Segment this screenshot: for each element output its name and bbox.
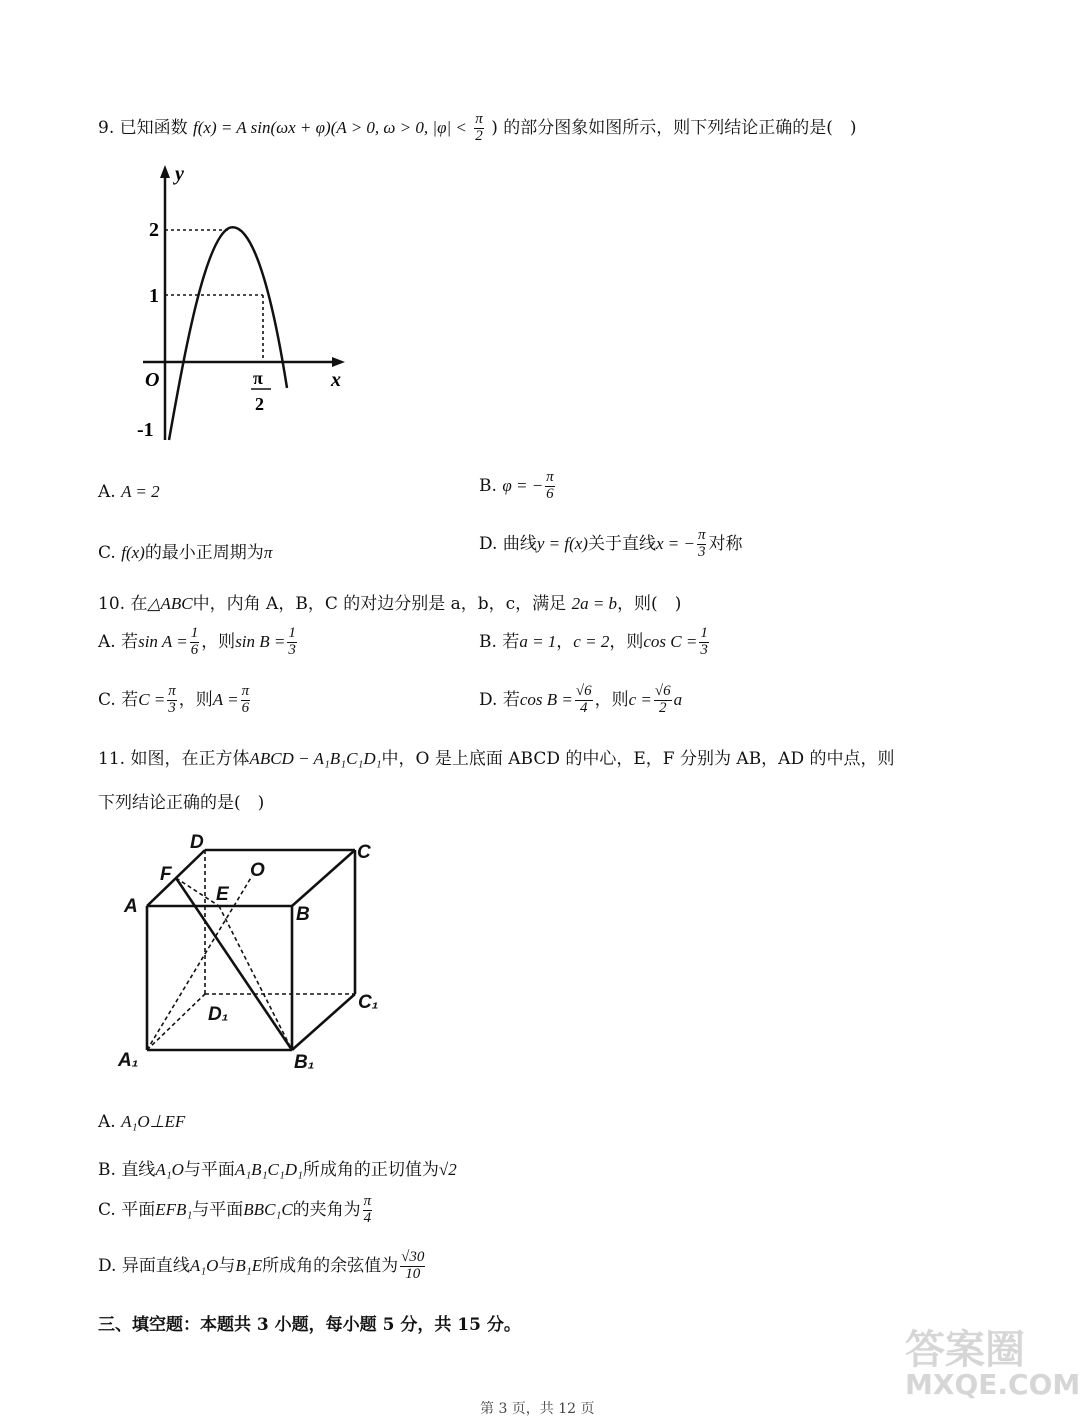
label-O: O <box>250 860 265 881</box>
q9-option-c[interactable]: C. f(x)的最小正周期为π <box>98 543 273 563</box>
q11-option-c[interactable]: C. 平面EFB₁与平面BBC₁C的夹角为 $\frac{\pi}{4}$ <box>98 1193 372 1226</box>
tick-1: 1 <box>149 285 159 307</box>
edge-BC <box>292 850 355 906</box>
watermark-logo: 答案圈 <box>905 1327 1025 1373</box>
q9-stem: 9. 已知函数 f(x) = A sin(ωx + φ)(A > 0, ω > 0, |φ| < $\frac{\pi}{2}$ ) 的部分图象如图所示，则下列结论正确的是( ) <box>98 111 857 144</box>
section-3-heading: 三、填空题：本题共 3 小题，每小题 5 分，共 15 分。 <box>98 1315 521 1335</box>
q11-option-b[interactable]: B. 直线A₁O与平面A₁B₁C₁D₁所成角的正切值为√2 <box>98 1160 457 1180</box>
edge-A1D1-hidden <box>147 994 205 1050</box>
page-footer: 第 3 页，共 12 页 <box>480 1401 595 1417</box>
q10-option-b[interactable]: B. 若a = 1，c = 2，则cos C = $\frac{1}{3}$ <box>479 625 708 658</box>
q10-option-c[interactable]: C. 若C = $\frac{\pi}{3}$ ，则A = $\frac{\pi}{6}$ <box>98 683 250 716</box>
label-F: F <box>160 864 172 885</box>
origin-label: O <box>145 369 160 391</box>
label-D1: D₁ <box>208 1004 229 1025</box>
q11-cube-figure <box>110 828 390 1078</box>
q9-option-a[interactable]: A. A = 2 <box>98 482 160 502</box>
q9-number: 9. <box>98 117 115 138</box>
y-axis-arrow <box>160 165 170 178</box>
label-B1: B₁ <box>294 1052 315 1073</box>
label-D: D <box>190 832 204 853</box>
tick-minus-1: -1 <box>137 419 154 441</box>
q10-number: 10. <box>98 594 126 614</box>
q10-option-a[interactable]: A. 若sin A = $\frac{1}{6}$ ，则sin B = $\frac{1}{3}$ <box>98 625 296 658</box>
label-C: C <box>357 842 371 863</box>
label-E: E <box>216 884 229 905</box>
q9-sine-graph <box>125 160 365 460</box>
label-A: A <box>124 896 138 917</box>
q11-option-d[interactable]: D. 异面直线A₁O与B₁E所成角的余弦值为 $\frac{√30}{10}$ <box>98 1249 425 1282</box>
tick-pi-den: 2 <box>255 394 264 414</box>
segment-FB1 <box>176 878 292 1050</box>
edge-B1C1 <box>292 994 355 1050</box>
q11-number: 11. <box>98 749 126 769</box>
tick-pi-num: π <box>253 368 263 388</box>
label-A1: A₁ <box>118 1050 139 1071</box>
q9-phi-bound: $\frac{\pi}{2}$ <box>475 111 483 144</box>
q10-stem: 10. 在△ABC中，内角 A，B，C 的对边分别是 a，b，c，满足 2a = b，则( ) <box>98 594 682 614</box>
watermark-url: MXQE.COM <box>905 1368 1080 1401</box>
q9-option-d[interactable]: D. 曲线y = f(x)关于直线x = − $\frac{\pi}{3}$ 对称 <box>479 527 743 560</box>
q11-stem-line2: 下列结论正确的是( ) <box>98 793 265 813</box>
q10-option-d[interactable]: D. 若cos B = $\frac{√6}{4}$ ，则c = $\frac{√6}{2}$ a <box>479 683 683 716</box>
segment-FE <box>176 878 219 906</box>
x-axis-arrow <box>332 357 345 367</box>
x-label: x <box>331 369 341 391</box>
label-B: B <box>296 904 310 925</box>
segment-A1O <box>147 876 252 1050</box>
segment-EB1 <box>219 906 292 1050</box>
label-C1: C₁ <box>358 992 379 1013</box>
sine-curve <box>169 227 287 440</box>
q9-option-b[interactable]: B. φ = − $\frac{\pi}{6}$ <box>479 469 554 502</box>
y-label: y <box>175 163 184 185</box>
tick-2: 2 <box>149 219 159 241</box>
q11-stem-line1: 11. 如图，在正方体ABCD − A₁B₁C₁D₁中，O 是上底面 ABCD 的中心，E，F 分别为 AB，AD 的中点，则 <box>98 749 895 769</box>
q11-option-a[interactable]: A. A₁O⊥EF <box>98 1112 186 1132</box>
